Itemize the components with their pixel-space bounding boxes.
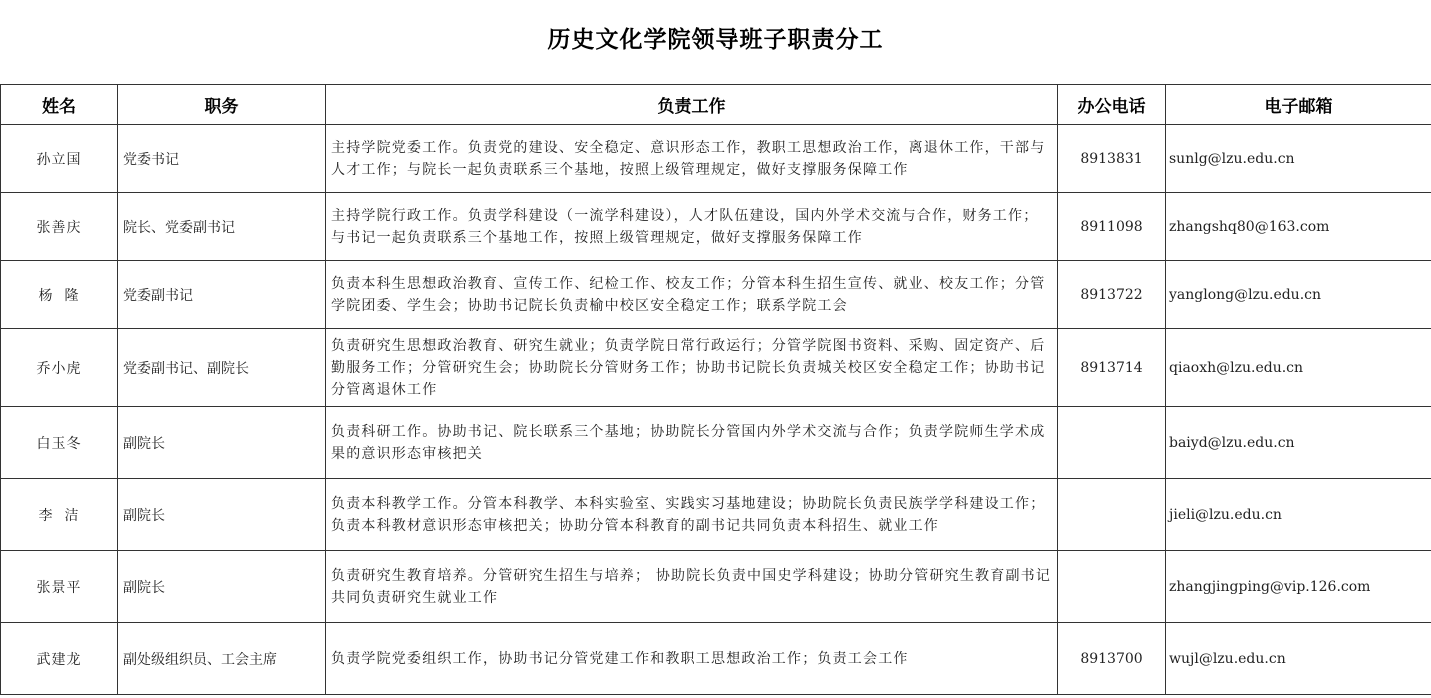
header-duties: 负责工作	[326, 85, 1058, 125]
email-cell: zhangjingping@vip.126.com	[1166, 551, 1431, 623]
position-cell: 副院长	[118, 551, 326, 623]
name-cell: 张善庆	[1, 193, 118, 261]
position-cell: 副院长	[118, 479, 326, 551]
phone-cell	[1058, 407, 1166, 479]
position-cell: 党委书记	[118, 125, 326, 193]
name-cell: 武建龙	[1, 623, 118, 695]
duties-cell: 负责科研工作。协助书记、院长联系三个基地；协助院长分管国内外学术交流与合作；负责学院师生学术成果的意识形态审核把关	[326, 407, 1058, 479]
table-row	[1, 623, 1431, 695]
phone-cell: 8913831	[1058, 125, 1166, 193]
header-name: 姓名	[1, 85, 118, 125]
duties-cell: 负责学院党委组织工作，协助书记分管党建工作和教职工思想政治工作；负责工会工作	[326, 623, 1058, 695]
name-cell: 杨 隆	[1, 261, 118, 329]
email-cell: sunlg@lzu.edu.cn	[1166, 125, 1431, 193]
name-cell: 李 洁	[1, 479, 118, 551]
duties-cell: 负责研究生教育培养。分管研究生招生与培养； 协助院长负责中国史学科建设；协助分管研究生教育副书记共同负责研究生就业工作	[326, 551, 1058, 623]
duties-cell: 主持学院党委工作。负责党的建设、安全稳定、意识形态工作，教职工思想政治工作，离退休工作，干部与人才工作；与院长一起负责联系三个基地，按照上级管理规定，做好支撑服务保障工作	[326, 125, 1058, 193]
name-cell: 孙立国	[1, 125, 118, 193]
phone-cell: 8913700	[1058, 623, 1166, 695]
email-cell: wujl@lzu.edu.cn	[1166, 623, 1431, 695]
email-cell: yanglong@lzu.edu.cn	[1166, 261, 1431, 329]
header-position: 职务	[118, 85, 326, 125]
table-row	[1, 551, 1431, 623]
table-row	[1, 261, 1431, 329]
phone-cell: 8913722	[1058, 261, 1166, 329]
page-title: 历史文化学院领导班子职责分工	[547, 26, 884, 53]
duties-cell: 负责本科教学工作。分管本科教学、本科实验室、实践实习基地建设；协助院长负责民族学学科建设工作；负责本科教材意识形态审核把关；协助分管本科教育的副书记共同负责本科招生、就业工作	[326, 479, 1058, 551]
position-cell: 党委副书记、副院长	[118, 329, 326, 407]
email-cell: qiaoxh@lzu.edu.cn	[1166, 329, 1431, 407]
phone-cell: 8913714	[1058, 329, 1166, 407]
table-row	[1, 193, 1431, 261]
header-row	[1, 85, 1431, 125]
name-cell: 白玉冬	[1, 407, 118, 479]
phone-cell: 8911098	[1058, 193, 1166, 261]
header-phone: 办公电话	[1058, 85, 1166, 125]
email-cell: zhangshq80@163.com	[1166, 193, 1431, 261]
table-row	[1, 407, 1431, 479]
name-cell: 乔小虎	[1, 329, 118, 407]
name-cell: 张景平	[1, 551, 118, 623]
position-cell: 副处级组织员、工会主席	[118, 623, 326, 695]
duties-cell: 主持学院行政工作。负责学科建设（一流学科建设），人才队伍建设，国内外学术交流与合作，财务工作；与书记一起负责联系三个基地工作，按照上级管理规定，做好支撑服务保障工作	[326, 193, 1058, 261]
email-cell: baiyd@lzu.edu.cn	[1166, 407, 1431, 479]
duty-table	[0, 84, 1431, 695]
position-cell: 副院长	[118, 407, 326, 479]
header-email: 电子邮箱	[1166, 85, 1431, 125]
position-cell: 院长、党委副书记	[118, 193, 326, 261]
duties-cell: 负责研究生思想政治教育、研究生就业；负责学院日常行政运行；分管学院图书资料、采购、固定资产、后勤服务工作；分管研究生会；协助院长分管财务工作；协助书记院长负责城关校区安全稳定工作；协助书记分管离退休工作	[326, 329, 1058, 407]
phone-cell	[1058, 551, 1166, 623]
duties-cell: 负责本科生思想政治教育、宣传工作、纪检工作、校友工作；分管本科生招生宣传、就业、校友工作；分管学院团委、学生会；协助书记院长负责榆中校区安全稳定工作；联系学院工会	[326, 261, 1058, 329]
table-row	[1, 125, 1431, 193]
phone-cell	[1058, 479, 1166, 551]
table-row	[1, 329, 1431, 407]
email-cell: jieli@lzu.edu.cn	[1166, 479, 1431, 551]
position-cell: 党委副书记	[118, 261, 326, 329]
table-row	[1, 479, 1431, 551]
